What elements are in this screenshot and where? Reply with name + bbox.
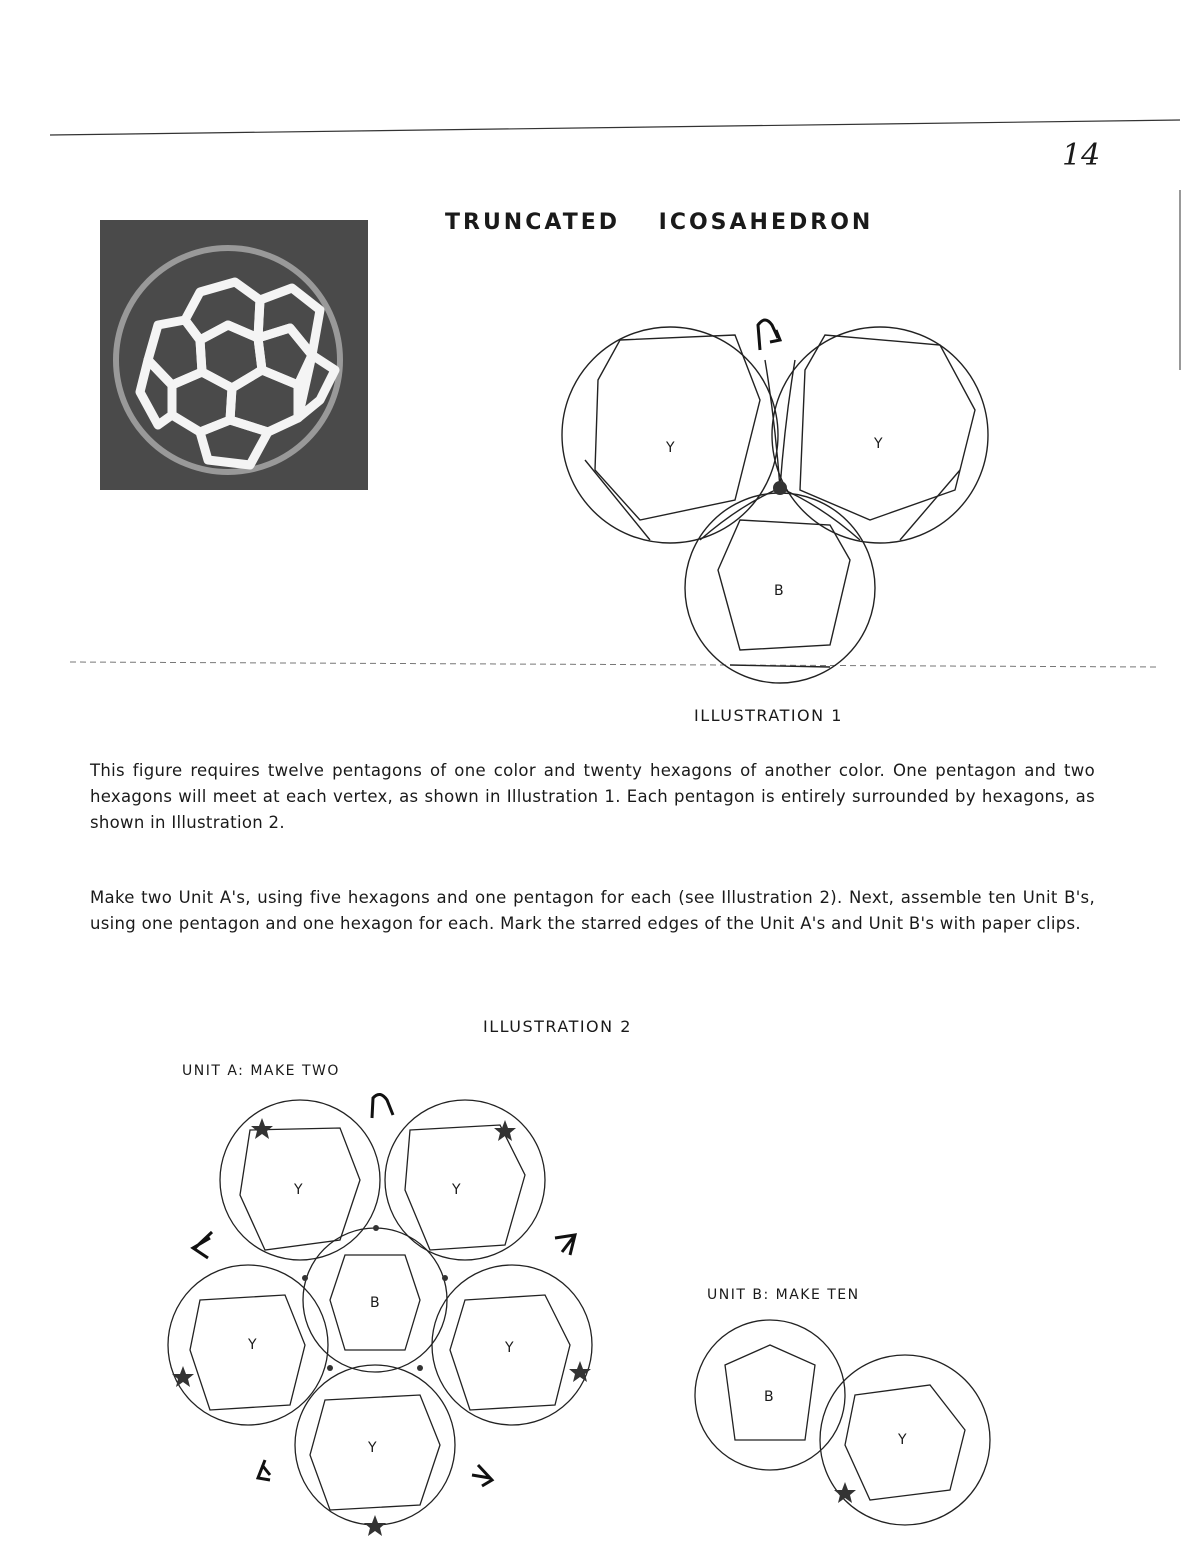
illustration1-hex-label-left: Y — [666, 440, 677, 456]
unit-b-hex-label: Y — [898, 1432, 909, 1448]
unit-a-star-icons — [172, 1118, 591, 1536]
unit-a-hex-label-top-left: Y — [294, 1182, 305, 1198]
illustration1-caption: ILLUSTRATION 1 — [694, 706, 843, 725]
unit-a-hex-label-left: Y — [248, 1337, 259, 1353]
unit-a-title: UNIT A: MAKE TWO — [182, 1063, 340, 1079]
page-number: 14 — [1062, 138, 1101, 173]
page-title: TRUNCATED ICOSAHEDRON — [445, 210, 874, 235]
paragraph-instructions: Make two Unit A's, using five hexagons and one pentagon for each (see Illustration 2). Next, assemble ten Unit B's, using one pentagon and one hexagon for each. Mark the starred edges of the Unit A's and Unit B's with paper clips. — [90, 888, 1095, 933]
illustration1-hex-label-right: Y — [874, 436, 885, 452]
unit-a-hex-label-right: Y — [505, 1340, 516, 1356]
unit-b-pent-label: B — [764, 1389, 776, 1405]
illustration2-caption: ILLUSTRATION 2 — [483, 1017, 632, 1036]
paragraph-intro: This figure requires twelve pentagons of one color and twenty hexagons of another color. One pentagon and two hexagons will meet at each vertex, as shown in Illustration 1. Each pentagon is entirely surrounded by hexagons, as shown in Illustration 2. — [90, 761, 1095, 832]
unit-b-title: UNIT B: MAKE TEN — [707, 1287, 860, 1303]
unit-a-diagram — [168, 1100, 592, 1525]
unit-a-arrow-icons — [193, 1094, 575, 1486]
unit-a-hex-label-bottom: Y — [368, 1440, 379, 1456]
unit-a-pent-label: B — [370, 1295, 382, 1311]
illustration1-pent-label: B — [774, 583, 786, 599]
unit-a-hex-label-top-right: Y — [452, 1182, 463, 1198]
